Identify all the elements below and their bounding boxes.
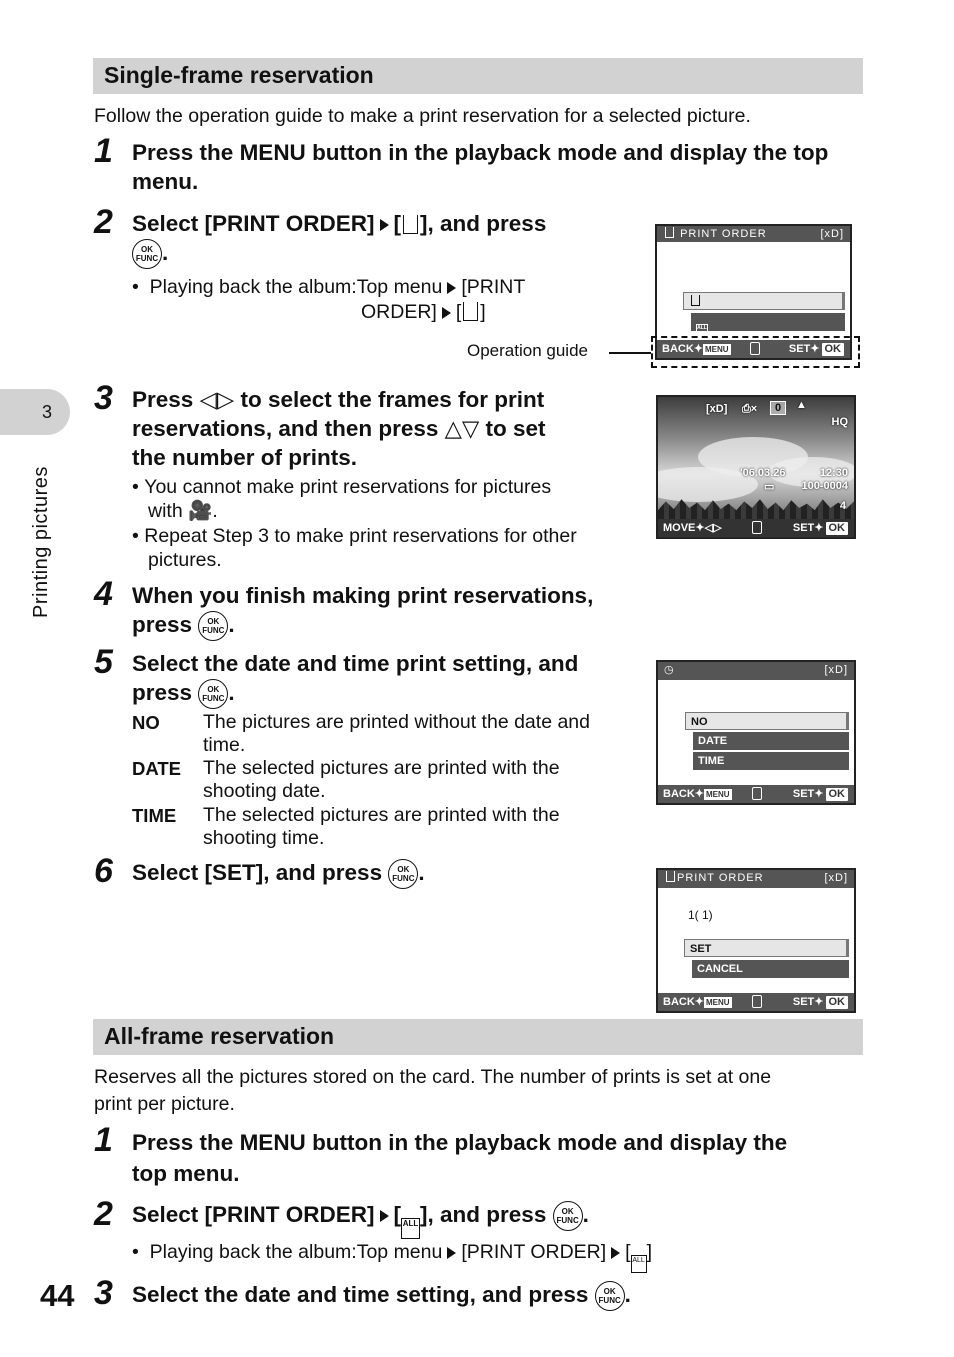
screen-guide-bar: BACK✦ MENU SET✦ OK [658,785,854,803]
step-number: 3 [94,1274,113,1312]
print-icon [691,295,700,306]
section-header-all [93,1019,863,1055]
step-number: 3 [94,379,113,417]
page-number: 44 [40,1278,75,1313]
bullet-item: • Playing back the album:Top menu [PRINT ORDER] [ ALL] [132,1240,652,1273]
print-icon [463,302,478,321]
menu-option: DATE [693,732,849,750]
ok-func-icon: OK FUNC [553,1201,583,1231]
movie-icon: 🎥 [188,500,213,522]
camera-screen-playback: [xD] ⎙× 0 ▲ HQ '06.03.26 12:30 ▭ 100-0004 4 MOVE✦◁▷ SET✦ OK [656,395,856,539]
definition-desc: The pictures are printed without the date and time. [203,711,590,756]
bullet-item-cont: pictures. [148,549,222,571]
menu-option-single [683,292,845,310]
print-all-icon: ALL [696,324,708,336]
camera-screen-date-time [656,660,856,805]
ok-func-icon: OK FUNC [595,1281,625,1311]
section-title: Single-frame reservation [104,62,374,88]
ok-func-icon: OK FUNC [388,859,418,889]
step-number: 2 [94,1195,113,1233]
definition-term: NO [132,712,160,733]
menu-label: MENU [239,140,306,165]
ok-func-icon: OK FUNC [132,239,162,269]
step-text: Select the date and time setting, and press OK FUNC . [132,1280,862,1311]
menu-label: MENU [239,1130,306,1155]
ok-func-icon: OK FUNC [198,611,228,641]
bullet-item: • Playing back the album:Top menu [PRINT [132,276,526,298]
print-all-icon: ALL [631,1255,647,1273]
intro-text: Reserves all the pictures stored on the card. The number of prints is set at one print per picture. [94,1066,772,1115]
menu-option-all [691,313,845,331]
print-count: 1( 1) [688,908,713,922]
step-text: Select [PRINT ORDER] [ ], and press OK FUNC . [132,209,632,269]
step-text: Press the MENU button in the playback mode and display the top menu. [132,1130,788,1186]
step-text: Select [SET], and press OK FUNC . [132,858,642,889]
step-text: Press ◁▷ to select the frames for print reservations, and then press △▽ to set the number of prints. [132,387,546,470]
menu-option: SET [684,939,849,957]
definition-term: DATE [132,758,181,779]
operation-guide-label: Operation guide [467,341,588,360]
intro-text: Follow the operation guide to make a print reservation for a selected picture. [94,105,751,127]
arrow-right-icon [447,1247,456,1259]
menu-option: TIME [693,752,849,770]
bullet-item-cont: ORDER] [ ] [361,301,486,323]
definition-term: TIME [132,805,177,826]
step-number: 1 [94,132,113,170]
print-icon [665,227,674,238]
definition-desc: The selected pictures are printed with the shooting time. [203,804,560,849]
operation-guide-outline [651,336,860,368]
screen-title-bar: PRINT ORDER [xD] [658,870,854,888]
screen-guide-bar: BACK✦ MENU SET✦ OK [657,340,850,358]
chapter-number: 3 [42,402,53,422]
definition-desc: The selected pictures are printed with the shooting date. [203,757,560,802]
step-text: Select the date and time print setting, and press OK FUNC . [132,649,642,709]
step-number: 1 [94,1121,113,1159]
camera-screen-confirm [656,868,856,1013]
print-icon [403,215,418,234]
up-down-arrows-icon: △▽ [444,416,480,441]
clock-icon: ◷ [664,664,675,676]
print-all-icon: ALL [401,1218,420,1239]
screen-guide-bar: MOVE✦◁▷ SET✦ OK [658,519,854,537]
step-number: 5 [94,643,113,681]
section-header-single [93,58,863,94]
step-text: Select [PRINT ORDER] [ ALL], and press OK FUNC . [132,1200,862,1239]
bullet-item-cont: with 🎥. [148,500,218,522]
bullet-item: • You cannot make print reservations for pictures [132,476,552,498]
step-number: 4 [94,575,113,613]
arrow-right-icon [611,1247,620,1259]
card-icon: ▭ [764,481,775,493]
ok-func-icon: OK FUNC [198,679,228,709]
arrow-right-icon [380,219,389,231]
section-title: All-frame reservation [104,1023,335,1049]
print-icon [666,871,675,882]
arrow-right-icon [447,282,456,294]
print-count-icon: ⎙× [742,403,758,415]
chapter-label: Printing pictures [30,466,52,618]
screen-title-bar: PRINT ORDER [xD] [657,226,850,242]
menu-option: NO [685,712,849,730]
arrow-right-icon [442,307,451,319]
arrow-right-icon [380,1210,389,1222]
step-text: When you finish making print reservations, press OK FUNC . [132,581,642,641]
bullet-item: • Repeat Step 3 to make print reservations for other [132,525,577,547]
chapter-tab [0,389,70,435]
screen-guide-bar: BACK✦ MENU SET✦ OK [658,993,854,1011]
left-right-arrows-icon: ◁▷ [199,387,235,412]
step-number: 2 [94,203,113,241]
screen-title-bar: ◷ [xD] [658,662,854,680]
step-number: 6 [94,852,113,890]
step-text: Press the MENU button in the playback mode and display the top menu. [132,140,829,194]
menu-option: CANCEL [692,960,849,978]
leader-line [609,352,651,354]
